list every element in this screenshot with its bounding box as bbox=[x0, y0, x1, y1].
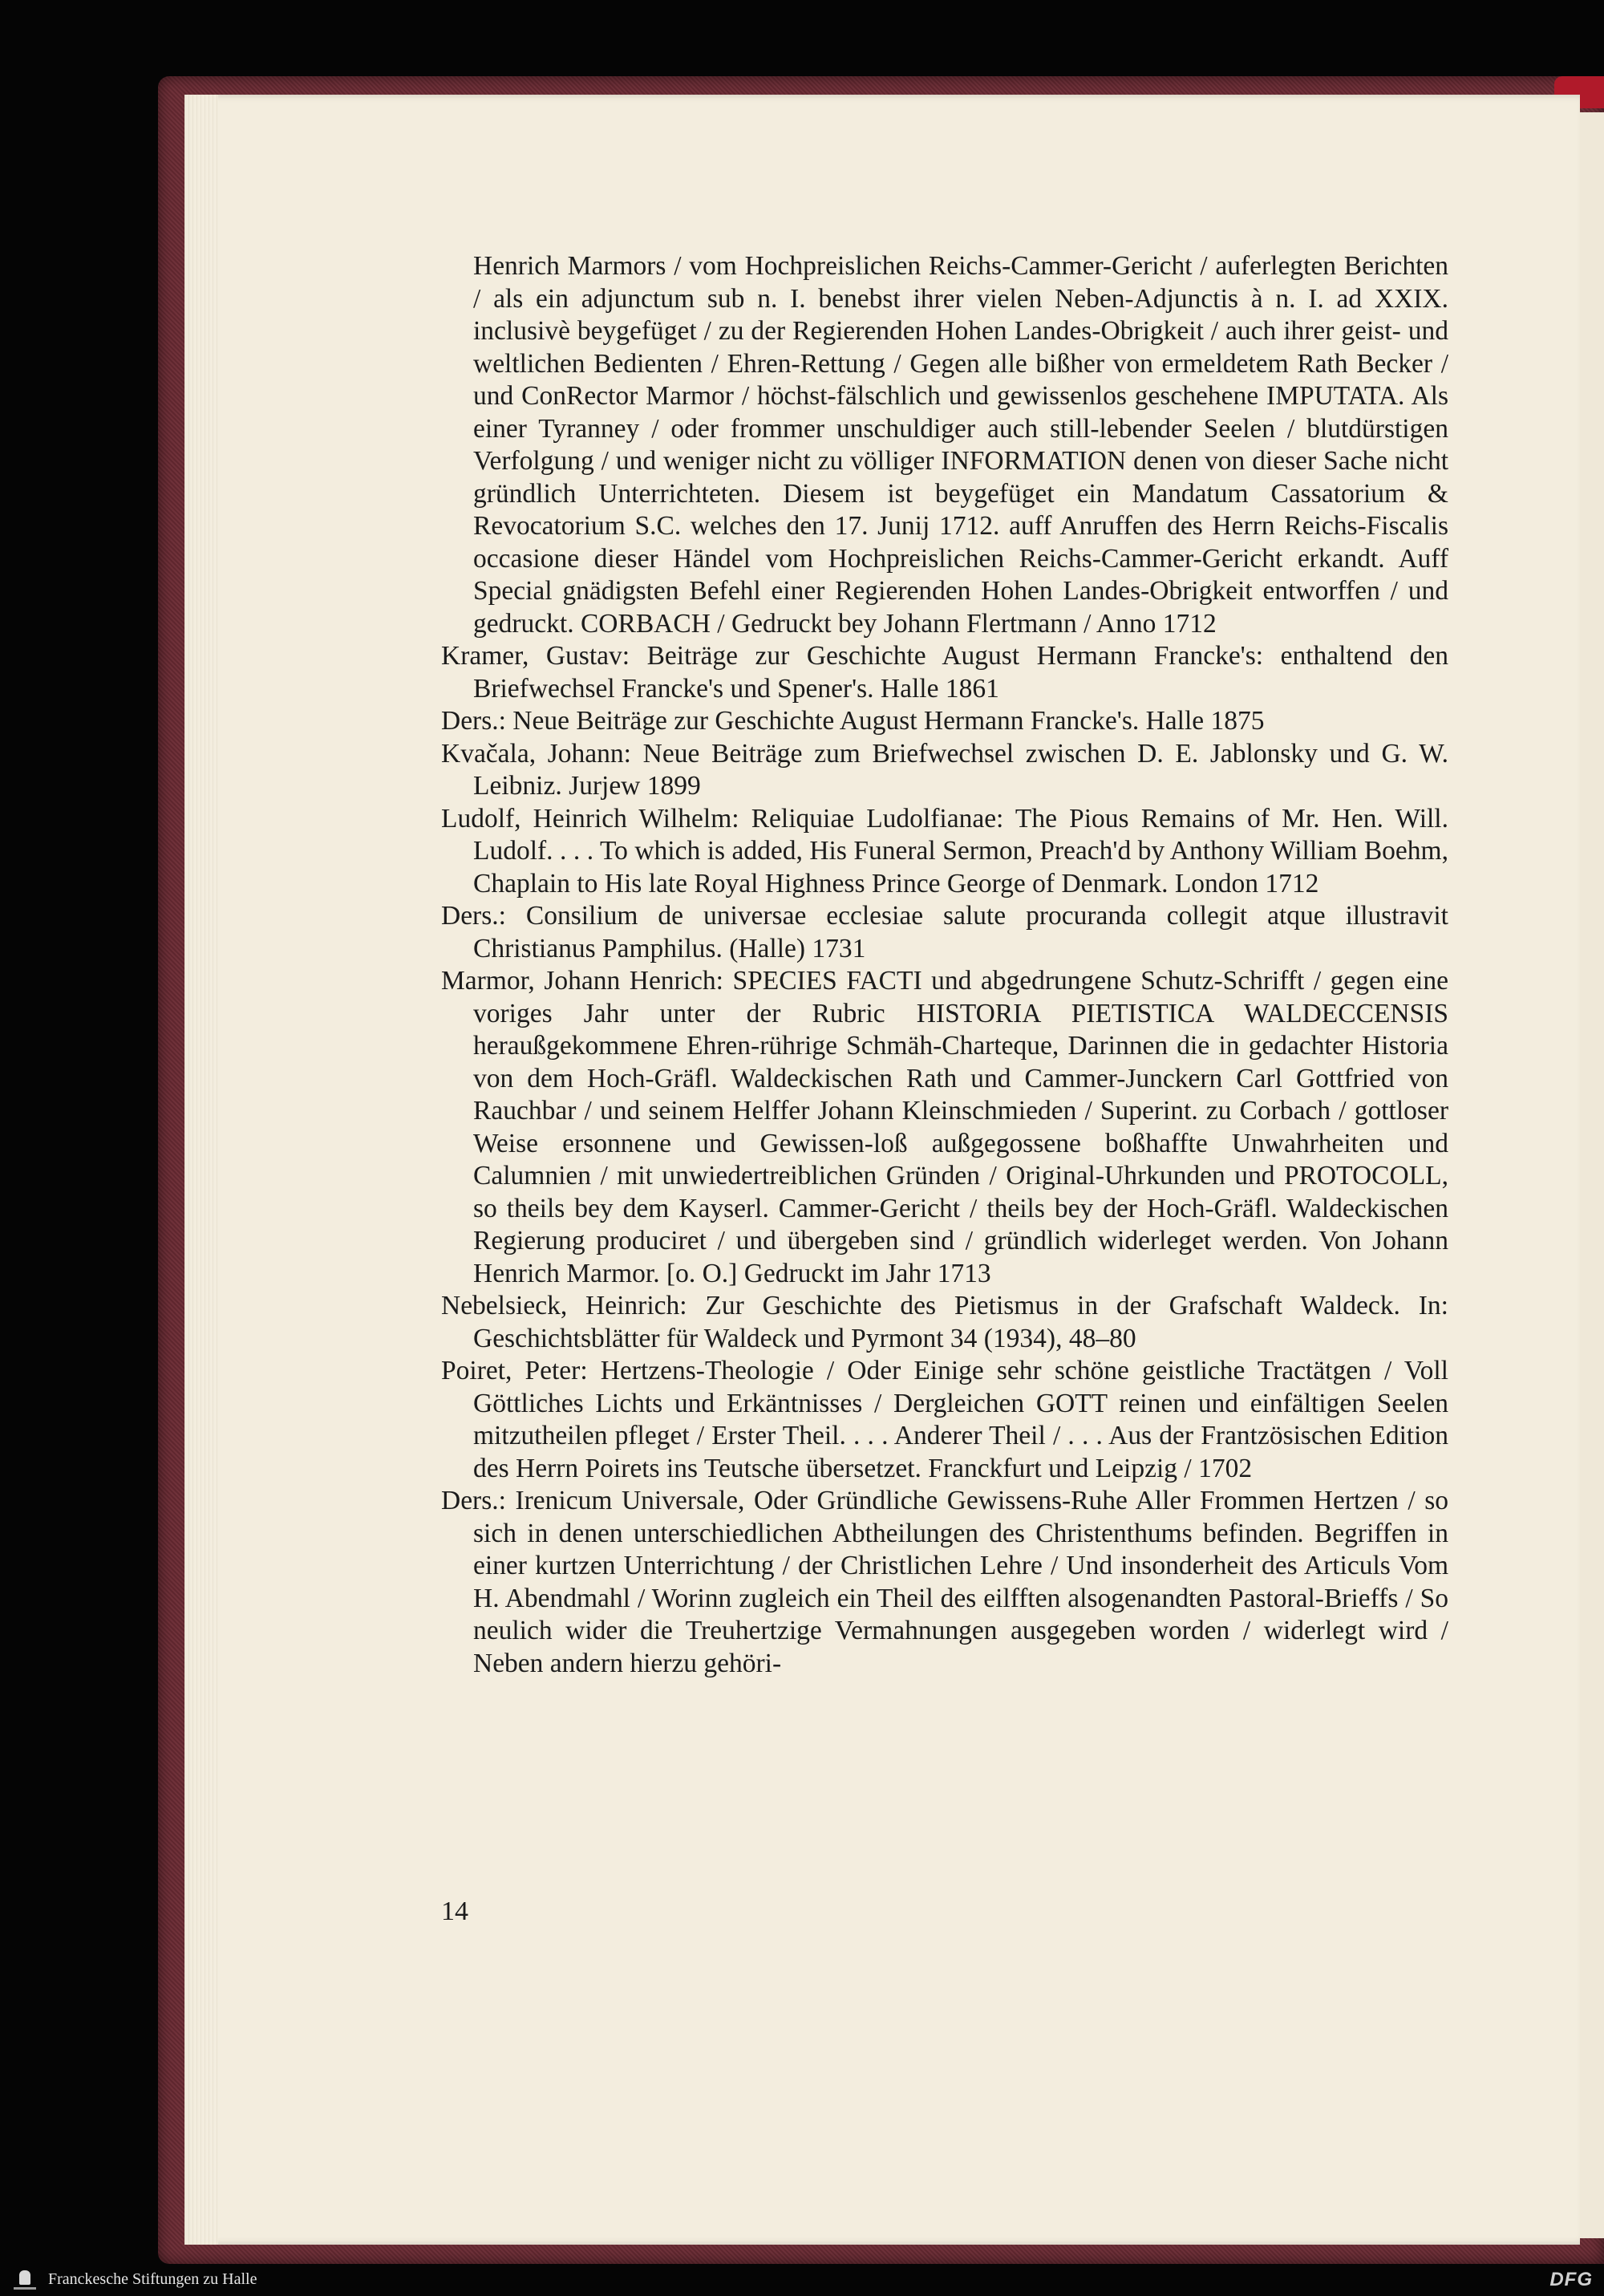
bibliography-entry: Marmor, Johann Henrich: SPECIES FACTI und abgedrungene Schutz-Schrifft / gegen eine voriges Jahr unter der Rubric HISTORIA PIETISTICA WALDECCENSIS heraußgekommene Ehren-rührige Schmäh-Charteque, Darinnen die in gedachter Historia von dem Hoch-Gräfl. Waldeckischen Rath und Cammer-Junckern Carl Gottfried von Rauchbar / und seinem Helffer Johann Kleinschmieden / Superint. zu Corbach / gottloser Weise ersonnene und Gewissen-loß außgegossene boßhaffte Unwahrheiten und Calumnien / mit unwiedertreiblichen Gründen / Original-Uhrkunden und PROTOCOLL, so theils bey dem Kayserl. Cammer-Gericht / theils bey der Hoch-Gräfl. Waldeckischen Regierung produciret / und übergeben sind / gründlich widerleget werden. Von Johann Henrich Marmor. [o. O.] Gedruckt im Jahr 1713 bbox=[441, 966, 1448, 1288]
bibliography-entry: Ders.: Consilium de universae ecclesiae salute procuranda collegit atque illustravit Christianus Pamphilus. (Halle) 1731 bbox=[441, 901, 1448, 963]
bibliography-entry: Kramer, Gustav: Beiträge zur Geschichte August Hermann Francke's: enthaltend den Briefwechsel Francke's und Spener's. Halle 1861 bbox=[441, 641, 1448, 704]
bibliography-entry: Ders.: Irenicum Universale, Oder Gründliche Gewissens-Ruhe Aller Frommen Hertzen / so sich in denen unterschiedlichen Abtheilungen des Christenthums befinden. Begriffen in einer kurtzen Unterrichtung / der Christlichen Lehre / Und insonderheit des Articuls Vom H. Abendmahl / Worinn zugleich ein Theil des eilfften alsogenandten Pastoral-Brieffs / So neulich wider die Treuhertzige Vermahnungen ausgegeben worden / widerlegt wird / Neben andern hierzu gehöri- bbox=[441, 1486, 1448, 1678]
bibliography-continuation: Henrich Marmors / vom Hochpreislichen Reichs-Cammer-Gericht / auferlegten Berichten / als ein adjunctum sub n. I. benebst ihrer vielen Neben-Adjunctis à n. I. ad XXIX. inclusivè beygefüget / zu der Regierenden Hohen Landes-Obrigkeit / auch ihrer geist- und weltlichen Bedienten / Ehren-Rettung / Gegen alle bißher von ermeldetem Rath Becker / und ConRector Marmor / höchst-fälschlich und gewissenlos geschehene IMPUTATA. Als einer Tyranney / oder frommer unschuldiger auch still-lebender Seelen / blutdürstigen Verfolgung / und weniger nicht zu völliger INFORMATION denen von dieser Sache nicht gründlich Unterrichteten. Diesem ist beygefüget ein Mandatum Cassatorium & Revocatorium S.C. welches den 17. Junij 1712. auff Anruffen des Herrn Reichs-Fiscalis occasione dieser Händel vom Hochpreislichen Reichs-Cammer-Gericht erkandt. Auff Special gnädigsten Befehl einer Regierenden Hohen Landes-Obrigkeit entworffen / und gedruckt. CORBACH / Gedruckt bey Johann Flertmann / Anno 1712 bbox=[473, 251, 1448, 639]
bibliography-entry: Kvačala, Johann: Neue Beiträge zum Briefwechsel zwischen D. E. Jablonsky und G. W. Leibniz. Jurjew 1899 bbox=[441, 738, 1448, 801]
bibliography-entry: Poiret, Peter: Hertzens-Theologie / Oder Einige sehr schöne geistliche Tractätgen / Voll Göttliches Lichts und Erkäntnisses / Dergleichen GOTT reinen und einfältigen Seelen mitzutheilen pfleget / Erster Theil. . . . Anderer Theil / . . . Aus der Frantzösischen Edition des Herrn Poirets ins Teutsche übersetzet. Franckfurt und Leipzig / 1702 bbox=[441, 1356, 1448, 1483]
dfg-logo: DFG bbox=[1549, 2269, 1593, 2290]
bibliography-entry: Ludolf, Heinrich Wilhelm: Reliquiae Ludolfianae: The Pious Remains of Mr. Hen. Will. Ludolf. . . . To which is added, His Funeral Sermon, Preach'd by Anthony William Boehm, Chaplain to His late Royal Highness Prince George of Denmark. London 1712 bbox=[441, 803, 1448, 899]
bibliography-text bbox=[441, 250, 1448, 1680]
page-edge bbox=[1578, 112, 1604, 2238]
institution-logo-icon bbox=[11, 2267, 38, 2293]
page-number: 14 bbox=[441, 1896, 468, 1926]
institution-name: Franckesche Stiftungen zu Halle bbox=[48, 2270, 257, 2288]
bibliography-entry: Ders.: Neue Beiträge zur Geschichte August Hermann Francke's. Halle 1875 bbox=[441, 706, 1265, 736]
viewer-footer bbox=[0, 2264, 1604, 2296]
bibliography-entry: Nebelsieck, Heinrich: Zur Geschichte des Pietismus in der Grafschaft Waldeck. In: Geschichtsblätter für Waldeck und Pyrmont 34 (1934), 48–80 bbox=[441, 1291, 1448, 1353]
